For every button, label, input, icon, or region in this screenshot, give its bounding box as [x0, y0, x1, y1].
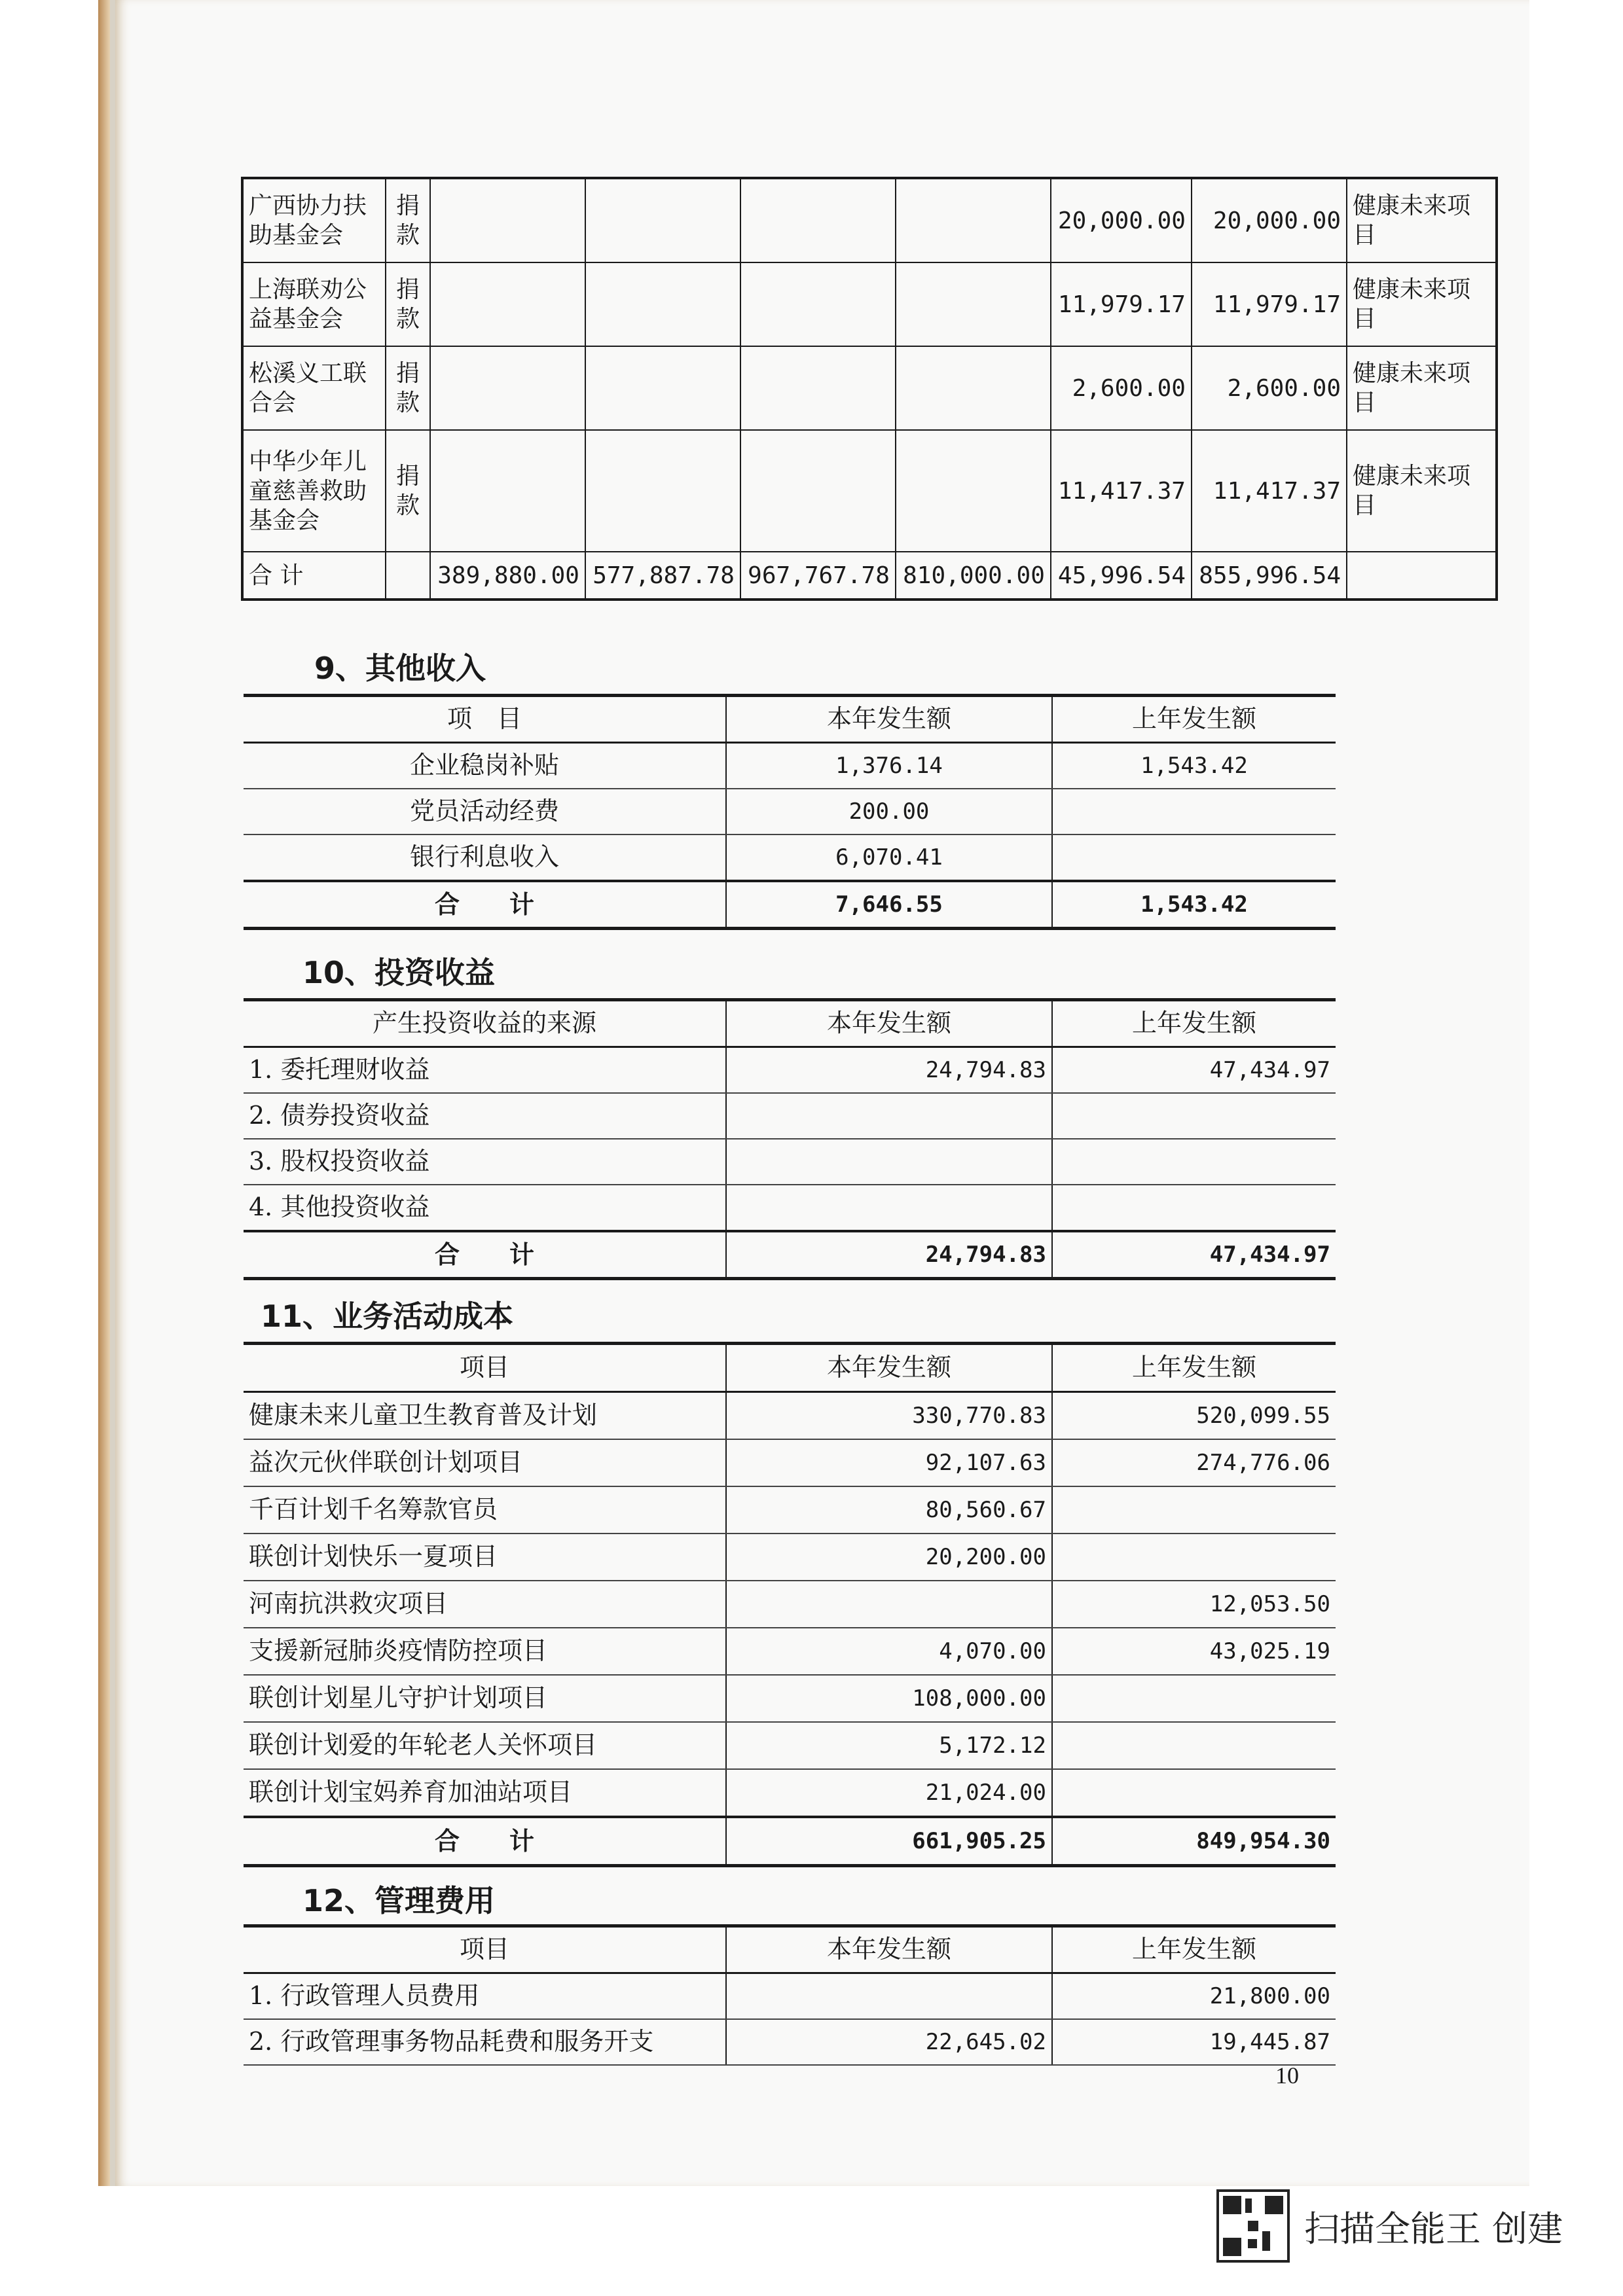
total-row	[244, 881, 1336, 929]
table-row	[244, 789, 1336, 834]
donation-table	[241, 177, 1498, 601]
column-header: 产生投资收益的来源	[244, 1000, 726, 1047]
current-year-cell: 4,070.00	[726, 1628, 1052, 1675]
prior-year-total-cell: 1,543.42	[1052, 881, 1336, 929]
total-amount-cell: 810,000.00	[896, 552, 1051, 600]
prior-year-cell	[1052, 1534, 1336, 1581]
type-cell: 捐款	[386, 178, 430, 262]
prior-year-cell: 19,445.87	[1052, 2019, 1336, 2065]
table-row	[244, 1185, 1336, 1231]
header-row	[244, 1926, 1336, 1973]
item-cell: 2. 债券投资收益	[244, 1093, 726, 1139]
column-header: 项 目	[244, 696, 726, 743]
amount-cell	[740, 346, 896, 430]
item-cell: 联创计划宝妈养育加油站项目	[244, 1769, 726, 1817]
scanner-watermark-text: 扫描全能王 创建	[1304, 2208, 1563, 2250]
type-cell: 捐款	[386, 346, 430, 430]
total-row	[244, 1817, 1336, 1866]
prior-year-cell	[1052, 1486, 1336, 1534]
total-amount-cell: 577,887.78	[585, 552, 740, 600]
current-year-cell: 330,770.83	[726, 1392, 1052, 1440]
prior-year-cell	[1052, 1722, 1336, 1769]
current-year-cell: 20,200.00	[726, 1534, 1052, 1581]
item-cell: 千百计划千名筹款官员	[244, 1486, 726, 1534]
amount-cell: 2,600.00	[1192, 346, 1347, 430]
prior-year-cell	[1052, 1185, 1336, 1231]
total-label-cell: 合 计	[242, 552, 386, 600]
management-cost-table	[244, 1924, 1336, 2066]
current-year-cell: 1,376.14	[726, 743, 1052, 789]
item-cell: 党员活动经费	[244, 789, 726, 834]
table-row	[244, 1139, 1336, 1185]
item-cell: 银行利息收入	[244, 834, 726, 881]
current-year-cell: 22,645.02	[726, 2019, 1052, 2065]
current-year-cell: 21,024.00	[726, 1769, 1052, 1817]
column-header: 本年发生额	[726, 696, 1052, 743]
current-year-cell: 200.00	[726, 789, 1052, 834]
current-year-cell	[726, 1139, 1052, 1185]
table-row	[244, 1392, 1336, 1440]
table-row	[244, 1093, 1336, 1139]
column-header: 上年发生额	[1052, 1344, 1336, 1392]
table-row	[244, 1047, 1336, 1094]
amount-cell: 11,417.37	[1192, 430, 1347, 552]
current-year-cell: 6,070.41	[726, 834, 1052, 881]
amount-cell	[896, 262, 1051, 346]
amount-cell	[740, 178, 896, 262]
type-cell	[386, 552, 430, 600]
project-cell: 健康未来项目	[1347, 430, 1497, 552]
item-cell: 企业稳岗补贴	[244, 743, 726, 789]
current-year-cell: 24,794.83	[726, 1047, 1052, 1094]
type-cell: 捐款	[386, 430, 430, 552]
amount-cell	[430, 346, 585, 430]
column-header: 本年发生额	[726, 1926, 1052, 1973]
amount-cell	[896, 430, 1051, 552]
amount-cell: 11,979.17	[1051, 262, 1192, 346]
section-heading-business-cost: 11、业务活动成本	[261, 1299, 514, 1334]
item-cell: 联创计划快乐一夏项目	[244, 1534, 726, 1581]
page-number: 10	[1275, 2062, 1299, 2089]
current-year-cell	[726, 1581, 1052, 1628]
prior-year-cell	[1052, 1769, 1336, 1817]
table-row	[244, 1439, 1336, 1486]
donation-row	[242, 178, 1497, 262]
column-header: 本年发生额	[726, 1344, 1052, 1392]
item-cell: 2. 行政管理事务物品耗费和服务开支	[244, 2019, 726, 2065]
table-row	[244, 743, 1336, 789]
qr-code-icon	[1216, 2189, 1290, 2263]
current-year-cell	[726, 1093, 1052, 1139]
project-cell	[1347, 552, 1497, 600]
current-year-cell: 108,000.00	[726, 1675, 1052, 1722]
table-row	[244, 1675, 1336, 1722]
item-cell: 健康未来儿童卫生教育普及计划	[244, 1392, 726, 1440]
current-year-cell: 5,172.12	[726, 1722, 1052, 1769]
section-heading-management-cost: 12、管理费用	[302, 1883, 496, 1918]
table-row	[244, 834, 1336, 881]
column-header: 上年发生额	[1052, 1926, 1336, 1973]
prior-year-cell: 43,025.19	[1052, 1628, 1336, 1675]
total-amount-cell: 967,767.78	[740, 552, 896, 600]
section-heading-other-income: 9、其他收入	[314, 651, 486, 686]
table-row	[244, 2019, 1336, 2065]
amount-cell	[585, 178, 740, 262]
amount-cell	[740, 262, 896, 346]
scanner-watermark	[1216, 2189, 1563, 2263]
amount-cell	[430, 178, 585, 262]
header-row	[244, 1344, 1336, 1392]
item-cell: 3. 股权投资收益	[244, 1139, 726, 1185]
table-row	[244, 1486, 1336, 1534]
total-row	[244, 1231, 1336, 1279]
donation-row	[242, 430, 1497, 552]
total-amount-cell: 389,880.00	[430, 552, 585, 600]
item-cell: 1. 行政管理人员费用	[244, 1973, 726, 2020]
project-cell: 健康未来项目	[1347, 262, 1497, 346]
table-row	[244, 1769, 1336, 1817]
prior-year-cell	[1052, 1139, 1336, 1185]
amount-cell	[740, 430, 896, 552]
amount-cell	[896, 346, 1051, 430]
header-row	[244, 1000, 1336, 1047]
item-cell: 联创计划星儿守护计划项目	[244, 1675, 726, 1722]
column-header: 本年发生额	[726, 1000, 1052, 1047]
counterparty-cell: 上海联劝公益基金会	[242, 262, 386, 346]
donation-row	[242, 346, 1497, 430]
counterparty-cell: 松溪义工联合会	[242, 346, 386, 430]
header-row	[244, 696, 1336, 743]
current-year-cell: 92,107.63	[726, 1439, 1052, 1486]
prior-year-total-cell: 849,954.30	[1052, 1817, 1336, 1866]
amount-cell	[430, 430, 585, 552]
amount-cell	[585, 346, 740, 430]
business-cost-table	[244, 1342, 1336, 1867]
column-header: 上年发生额	[1052, 696, 1336, 743]
amount-cell: 2,600.00	[1051, 346, 1192, 430]
total-label-cell: 合 计	[244, 1231, 726, 1279]
total-amount-cell: 45,996.54	[1051, 552, 1192, 600]
item-cell: 1. 委托理财收益	[244, 1047, 726, 1094]
project-cell: 健康未来项目	[1347, 178, 1497, 262]
project-cell: 健康未来项目	[1347, 346, 1497, 430]
prior-year-cell: 47,434.97	[1052, 1047, 1336, 1094]
item-cell: 益次元伙伴联创计划项目	[244, 1439, 726, 1486]
donation-row	[242, 262, 1497, 346]
column-header: 项目	[244, 1926, 726, 1973]
item-cell: 支援新冠肺炎疫情防控项目	[244, 1628, 726, 1675]
table-row	[244, 1534, 1336, 1581]
amount-cell: 20,000.00	[1192, 178, 1347, 262]
current-year-cell	[726, 1185, 1052, 1231]
section-heading-investment-income: 10、投资收益	[302, 955, 496, 990]
item-cell: 河南抗洪救灾项目	[244, 1581, 726, 1628]
prior-year-cell	[1052, 789, 1336, 834]
amount-cell	[585, 262, 740, 346]
prior-year-cell	[1052, 1675, 1336, 1722]
column-header: 上年发生额	[1052, 1000, 1336, 1047]
amount-cell	[896, 178, 1051, 262]
total-label-cell: 合 计	[244, 1817, 726, 1866]
prior-year-total-cell: 47,434.97	[1052, 1231, 1336, 1279]
table-row	[244, 1722, 1336, 1769]
prior-year-cell: 520,099.55	[1052, 1392, 1336, 1440]
amount-cell	[585, 430, 740, 552]
current-year-total-cell: 24,794.83	[726, 1231, 1052, 1279]
column-header: 项目	[244, 1344, 726, 1392]
total-label-cell: 合 计	[244, 881, 726, 929]
item-cell: 4. 其他投资收益	[244, 1185, 726, 1231]
item-cell: 联创计划爱的年轮老人关怀项目	[244, 1722, 726, 1769]
current-year-total-cell: 661,905.25	[726, 1817, 1052, 1866]
amount-cell: 11,417.37	[1051, 430, 1192, 552]
prior-year-cell	[1052, 1093, 1336, 1139]
amount-cell	[430, 262, 585, 346]
table-row	[244, 1581, 1336, 1628]
prior-year-cell	[1052, 834, 1336, 881]
type-cell: 捐款	[386, 262, 430, 346]
table-row	[244, 1628, 1336, 1675]
donation-total-row	[242, 552, 1497, 600]
current-year-cell	[726, 1973, 1052, 2020]
prior-year-cell: 12,053.50	[1052, 1581, 1336, 1628]
counterparty-cell: 中华少年儿童慈善救助基金会	[242, 430, 386, 552]
current-year-cell: 80,560.67	[726, 1486, 1052, 1534]
current-year-total-cell: 7,646.55	[726, 881, 1052, 929]
amount-cell: 20,000.00	[1051, 178, 1192, 262]
prior-year-cell: 21,800.00	[1052, 1973, 1336, 2020]
investment-income-table	[244, 998, 1336, 1280]
other-income-table	[244, 694, 1336, 930]
table-row	[244, 1973, 1336, 2020]
total-amount-cell: 855,996.54	[1192, 552, 1347, 600]
prior-year-cell: 1,543.42	[1052, 743, 1336, 789]
prior-year-cell: 274,776.06	[1052, 1439, 1336, 1486]
counterparty-cell: 广西协力扶助基金会	[242, 178, 386, 262]
amount-cell: 11,979.17	[1192, 262, 1347, 346]
